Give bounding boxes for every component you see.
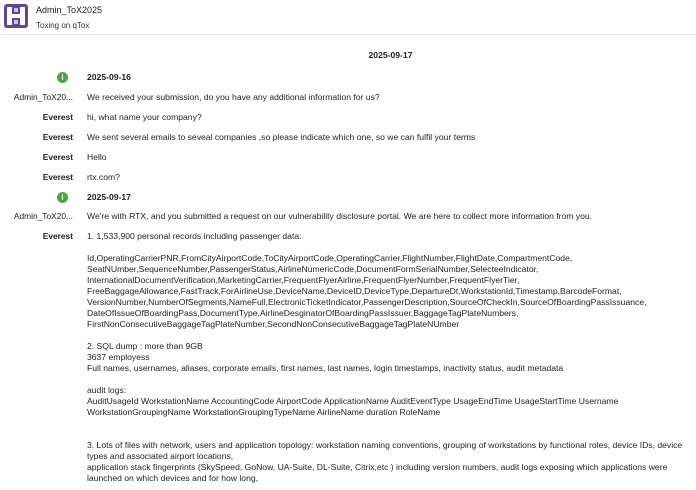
- message-text: We received your submission, do you have any additional information for us?: [87, 92, 380, 102]
- message-line: application stack fingerprints (SkySpeed, GoNow, UA-Suite, DL-Suite, Citrix,etc ) including version numbers, audit logs exposing which applications were: [87, 462, 668, 472]
- message-text: hi, what name your company?: [87, 112, 202, 122]
- message-line: AuditUsageId WorkstationName AccountingCode AirportCode ApplicationName AuditEventType UsageEndTime UsageStartTime Username: [87, 396, 619, 406]
- message-line: Id,OperatingCarrierPNR,FromCityAirportCode,ToCityAirportCode,OperatingCarrier,FlightNumber,FlightDate,CompartmentCode,: [87, 253, 573, 263]
- message-line: audit logs:: [87, 385, 127, 395]
- message-spacer: [87, 330, 691, 341]
- message-line: VersionNumber,NumberOfSegments,NameFull,ElectronicTicketIndicator,PassengerDescription,SourceOfCheckIn,SourceOfBoardingPassIssuance,: [87, 297, 647, 307]
- message-line: InternationalDocumentVerification,MarketingCarrier,FrequentFlyerAirline,FrequentFlyerNumber,FrequentFlyerTier,: [87, 275, 520, 285]
- sender-name[interactable]: Admin_ToX20...: [13, 211, 73, 221]
- chat-header: [0, 0, 696, 35]
- message-line: 2. SQL dump : more than 9GB: [87, 341, 203, 351]
- message-spacer: [87, 429, 691, 440]
- message-text: [87, 231, 691, 484]
- message-text: rtx.com?: [87, 172, 120, 182]
- message-line: SeatNUmber,SequenceNumber,PassengerStatus,AirlineNumericCode,DocumentFormSerialNumber,SelecteeIndicator,: [87, 264, 539, 274]
- message-line: Full names, usernames, aliases, corporate emails, first names, last names, login timestamps, inactivity status, audit metadata: [87, 363, 564, 373]
- sender-name[interactable]: Everest: [42, 152, 73, 162]
- info-icon: i: [57, 72, 68, 83]
- date-label: 2025-09-16: [87, 72, 131, 82]
- message-text: We're with RTX, and you submitted a request on our vulnerability disclosure portal. We are here to collect more information from you.: [87, 211, 593, 221]
- date-separator: 2025-09-17: [368, 50, 413, 60]
- sender-name[interactable]: Admin_ToX20...: [13, 92, 73, 102]
- sender-name[interactable]: Everest: [42, 231, 73, 241]
- message-line: 3. Lots of files with network, users and application topology: workstation naming conventions, grouping of workstations by functional roles, device IDs, device: [87, 440, 683, 450]
- message-line: FirstNonConsecutiveBaggageTagPlateNumber,SecondNonConsecutiveBaggageTagPlateNUmber: [87, 319, 460, 329]
- message-line: types and associated airport locations,: [87, 451, 234, 461]
- chat-log[interactable]: [0, 34, 696, 490]
- message-text: We sent several emails to seveal companies ,so please indicate which one, so we can fulfil your terms: [87, 132, 476, 142]
- message-text: Hello: [87, 152, 107, 162]
- date-label: 2025-09-17: [87, 192, 131, 202]
- message-spacer: [87, 418, 691, 429]
- qtox-avatar-icon[interactable]: [4, 4, 28, 28]
- sender-name[interactable]: Everest: [42, 132, 73, 142]
- message-spacer: [87, 374, 691, 385]
- message-line: DateOfIssueOfBoardingPass,DocumentType,AirlineDesginatorOfBoardingPassIssuer,BaggageTagPlateNumbers,: [87, 308, 519, 318]
- message-spacer: [87, 242, 691, 253]
- message-line: FreeBaggageAllowance,FastTrack,ForAirlineUse,DeviceName,DeviceID,DeviceType,DepartureDt,WorkstationId,Timestamp,BarcodeFormat,: [87, 286, 622, 296]
- message-line: WorkstationGroupingName WorkstationGroupingTypeName AirlineName duration RoleName: [87, 407, 441, 417]
- message-line: 3637 employess: [87, 352, 150, 362]
- message-line: launched on which devices and for how long,: [87, 473, 259, 483]
- info-icon: i: [57, 192, 68, 203]
- message-line: 1. 1,533,900 personal records including passenger data:: [87, 231, 302, 241]
- contact-status: Toxing on qTox: [36, 21, 90, 30]
- sender-name[interactable]: Everest: [42, 172, 73, 182]
- sender-name[interactable]: Everest: [42, 112, 73, 122]
- contact-name: Admin_ToX2025: [36, 5, 103, 15]
